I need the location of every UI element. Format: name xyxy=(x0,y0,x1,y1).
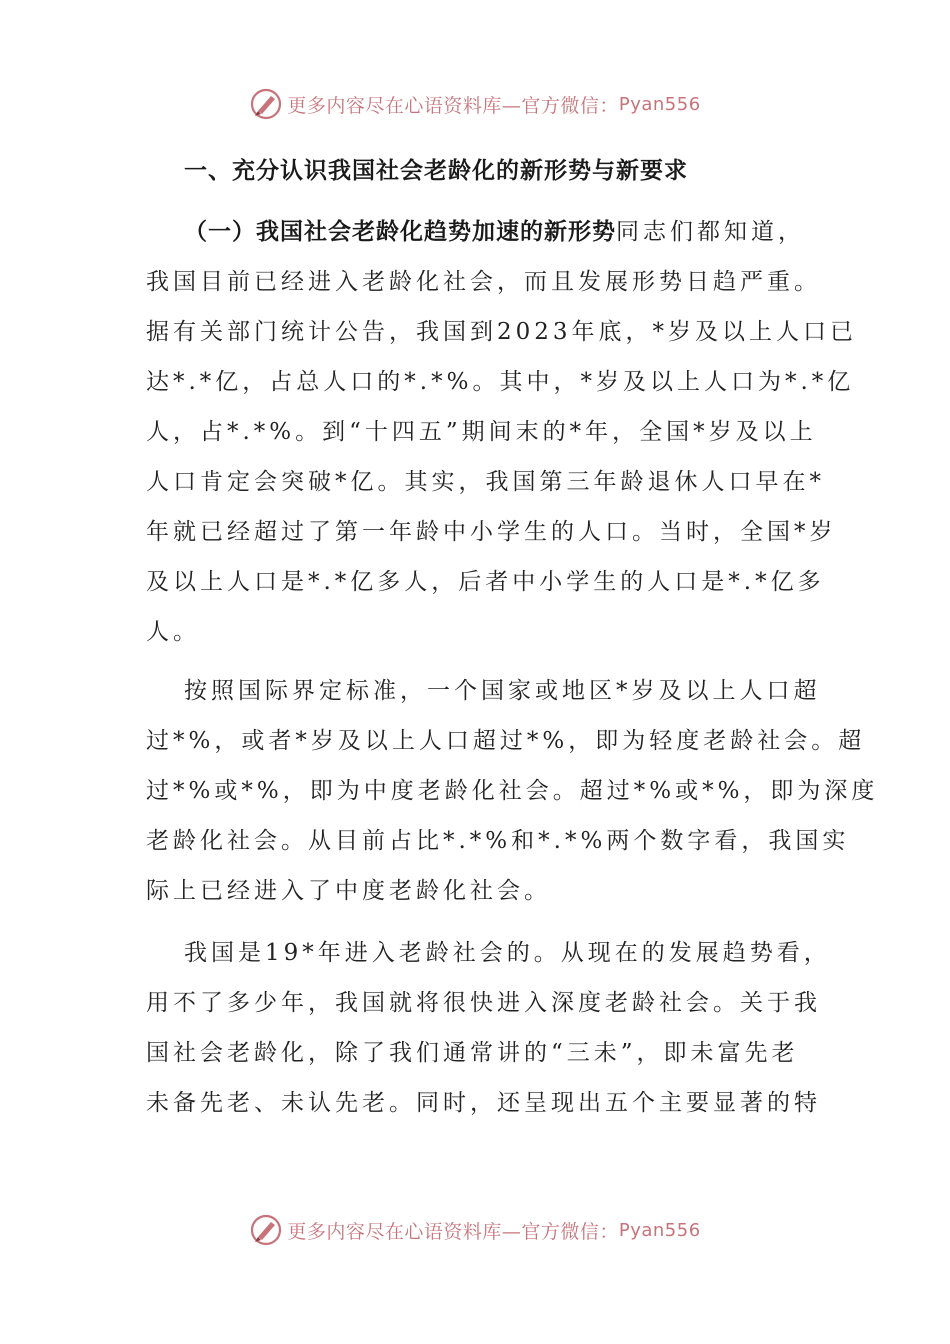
paragraph-line: 达*.*亿，占总人口的*.*%。其中，*岁及以上人口为*.*亿 xyxy=(146,369,855,395)
paragraph-line: 老龄化社会。从目前占比*.*%和*.*%两个数字看，我国实 xyxy=(146,828,850,854)
paragraph-line: 及以上人口是*.*亿多人，后者中小学生的人口是*.*亿多 xyxy=(146,569,825,595)
paragraph-line: 过*%或*%，即为中度老龄化社会。超过*%或*%，即为深度 xyxy=(146,778,879,804)
section-heading: 一、充分认识我国社会老龄化的新形势与新要求 xyxy=(184,158,688,184)
paragraph-line: 年就已经超过了第一年龄中小学生的人口。当时，全国*岁 xyxy=(146,519,837,545)
paragraph-line: 人口肯定会突破*亿。其实，我国第三年龄退休人口早在* xyxy=(146,469,825,495)
paragraph-line: 我国目前已经进入老龄化社会，而且发展形势日趋严重。 xyxy=(146,269,821,295)
paragraph-line: 际上已经进入了中度老龄化社会。 xyxy=(146,878,551,904)
paragraph-line: 我国是19*年进入老龄社会的。从现在的发展趋势看， xyxy=(184,940,831,966)
quill-logo-icon xyxy=(249,1213,283,1247)
paragraph-line: 国社会老龄化，除了我们通常讲的“三未”，即未富先老 xyxy=(146,1040,799,1066)
paragraph-line: 过*%，或者*岁及以上人口超过*%，即为轻度老龄社会。超 xyxy=(146,728,866,754)
watermark-text: 更多内容尽在心语资料库—官方微信： xyxy=(287,1220,619,1243)
paragraph-line: 人。 xyxy=(146,619,200,645)
watermark-wechat-id: Pyan556 xyxy=(618,93,701,115)
quill-logo-icon xyxy=(249,87,283,121)
paragraph-line: 按照国际界定标准，一个国家或地区*岁及以上人口超 xyxy=(184,678,821,704)
paragraph-line: 据有关部门统计公告，我国到2023年底，*岁及以上人口已 xyxy=(146,319,858,345)
subsection-heading: （一）我国社会老龄化趋势加速的新形势 xyxy=(184,219,616,245)
watermark-text: 更多内容尽在心语资料库—官方微信： xyxy=(287,94,619,117)
paragraph-3 xyxy=(146,928,831,1128)
footer-watermark xyxy=(0,1210,950,1250)
header-watermark xyxy=(0,84,950,124)
paragraph-line: 人，占*.*%。到“十四五”期间末的*年，全国*岁及以上 xyxy=(146,419,817,445)
paragraph-line: 未备先老、未认先老。同时，还呈现出五个主要显著的特 xyxy=(146,1090,821,1116)
paragraph-line: 用不了多少年，我国就将很快进入深度老龄社会。关于我 xyxy=(146,990,821,1016)
paragraph-1 xyxy=(146,207,858,657)
paragraph-line: （一）我国社会老龄化趋势加速的新形势同志们都知道， xyxy=(184,219,805,245)
paragraph-2 xyxy=(146,666,879,916)
watermark-wechat-id: Pyan556 xyxy=(618,1219,701,1241)
